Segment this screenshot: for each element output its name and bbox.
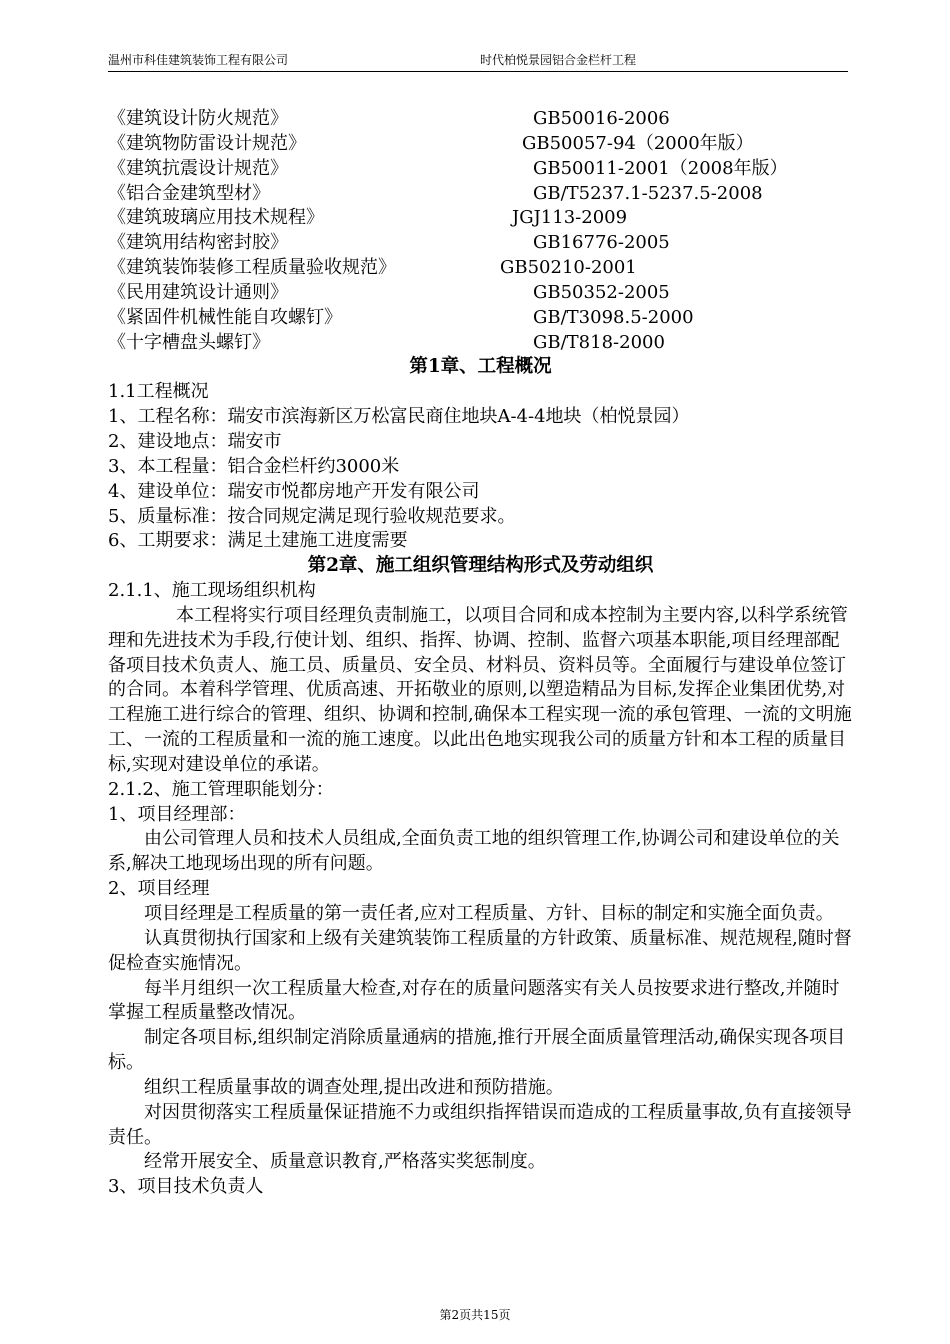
subheading-technical-lead: 3、项目技术负责人 bbox=[108, 1176, 264, 1198]
standard-code: GB/T5237.1-5237.5-2008 bbox=[533, 182, 763, 204]
paragraph-manager-duty: 经常开展安全、质量意识教育,严格落实奖惩制度。 bbox=[144, 1151, 546, 1173]
overview-item: 6、工期要求：满足土建施工进度需要 bbox=[108, 530, 408, 552]
standard-code: GB/T818-2000 bbox=[533, 331, 665, 353]
standard-item bbox=[108, 182, 853, 207]
standard-item bbox=[108, 281, 853, 306]
standard-code: GB50016-2006 bbox=[533, 108, 670, 129]
standard-code: GB16776-2005 bbox=[533, 232, 670, 254]
standard-item bbox=[108, 256, 853, 281]
paragraph-manager-duty: 对因贯彻落实工程质量保证措施不力或组织指挥错误而造成的工程质量事故,负有直接领导责任。 bbox=[108, 1101, 852, 1148]
standard-name: 《十字槽盘头螺钉》 bbox=[108, 331, 270, 353]
paragraph-manager-duty: 制定各项目标,组织制定消除质量通病的措施,推行开展全面质量管理活动,确保实现各项目标。 bbox=[108, 1027, 846, 1074]
section-2-1-2: 2.1.2、施工管理职能划分： bbox=[108, 778, 334, 800]
standards-list bbox=[108, 107, 853, 355]
standard-item bbox=[108, 107, 853, 132]
standard-item bbox=[108, 331, 853, 356]
paragraph-manager-duty: 组织工程质量事故的调查处理,提出改进和预防措施。 bbox=[144, 1076, 564, 1098]
standard-name: 《民用建筑设计通则》 bbox=[108, 281, 288, 303]
paragraph-project-dept: 由公司管理人员和技术人员组成,全面负责工地的组织管理工作,协调公司和建设单位的关系,解决工地现场出现的所有问题。 bbox=[108, 828, 840, 875]
standard-code: GB50057-94（2000年版） bbox=[522, 132, 754, 154]
standard-item bbox=[108, 306, 853, 331]
section-1-1: 1.1工程概况 bbox=[108, 381, 209, 403]
header-project: 时代柏悦景园铝合金栏杆工程 bbox=[480, 53, 637, 67]
standard-name: 《建筑用结构密封胶》 bbox=[108, 232, 288, 254]
standard-name: 《紧固件机械性能自攻螺钉》 bbox=[108, 306, 342, 328]
standard-item bbox=[108, 231, 853, 256]
chapter-1-title: 第1章、工程概况 bbox=[409, 356, 552, 378]
standard-name: 《铝合金建筑型材》 bbox=[108, 182, 270, 204]
standard-code: JGJ113-2009 bbox=[512, 207, 628, 229]
section-2-1-1: 2.1.1、施工现场组织机构 bbox=[108, 580, 316, 602]
overview-item: 5、质量标准：按合同规定满足现行验收规范要求。 bbox=[108, 505, 516, 527]
overview-item: 2、建设地点：瑞安市 bbox=[108, 430, 282, 452]
standard-item bbox=[108, 157, 853, 182]
standard-item bbox=[108, 132, 853, 157]
standard-name: 《建筑设计防火规范》 bbox=[108, 108, 288, 129]
standard-name: 《建筑抗震设计规范》 bbox=[108, 157, 288, 179]
overview-item: 3、本工程量：铝合金栏杆约3000米 bbox=[108, 455, 400, 477]
standard-item bbox=[108, 206, 853, 231]
paragraph-manager-duty: 项目经理是工程质量的第一责任者,应对工程质量、方针、目标的制定和实施全面负责。 bbox=[144, 903, 834, 924]
standard-name: 《建筑装饰装修工程质量验收规范》 bbox=[108, 257, 396, 279]
standard-code: GB50210-2001 bbox=[500, 257, 637, 279]
standard-name: 《建筑物防雷设计规范》 bbox=[108, 132, 306, 154]
subheading-project-manager: 2、项目经理 bbox=[108, 878, 210, 900]
standard-code: GB50352-2005 bbox=[533, 281, 670, 303]
page-number: 第2页共15页 bbox=[439, 1308, 511, 1322]
subheading-project-dept: 1、项目经理部： bbox=[108, 803, 246, 825]
page-header bbox=[108, 53, 848, 72]
paragraph-manager-duty: 认真贯彻执行国家和上级有关建筑装饰工程质量的方针政策、质量标准、规范规程,随时督促检查实施情况。 bbox=[108, 927, 852, 974]
paragraph-manager-duty: 每半月组织一次工程质量大检查,对存在的质量问题落实有关人员按要求进行整改,并随时掌握工程质量整改情况。 bbox=[108, 977, 840, 1024]
standard-code: GB50011-2001（2008年版） bbox=[533, 157, 788, 179]
standard-code: GB/T3098.5-2000 bbox=[533, 306, 694, 328]
overview-item: 4、建设单位：瑞安市悦都房地产开发有限公司 bbox=[108, 480, 480, 502]
overview-item: 1、工程名称：瑞安市滨海新区万松富民商住地块A-4-4地块（柏悦景园） bbox=[108, 406, 690, 428]
document-body bbox=[108, 107, 853, 1200]
header-company: 温州市科佳建筑装饰工程有限公司 bbox=[108, 53, 289, 67]
chapter-2-title: 第2章、施工组织管理结构形式及劳动组织 bbox=[307, 555, 654, 577]
standard-name: 《建筑玻璃应用技术规程》 bbox=[108, 207, 324, 229]
paragraph-organization: 本工程将实行项目经理负责制施工，以项目合同和成本控制为主要内容,以科学系统管理和先进技术为手段,行使计划、组织、指挥、协调、控制、监督六项基本职能,项目经理部配备项目技术负责人、施工员、质量员、安全员、材料员、资料员等。全面履行与建设单位签订的合同。本着科学管理、优质高速、开拓敬业的原则,以塑造精品为目标,发挥企业集团优势,对工程施工进行综合的管理、组织、协调和控制,确保本工程实现一流的承包管理、一流的文明施工、一流的工程质量和一流的施工速度。以此出色地实现我公司的质量方针和本工程的质量目标,实现对建设单位的承诺。 bbox=[108, 604, 852, 775]
